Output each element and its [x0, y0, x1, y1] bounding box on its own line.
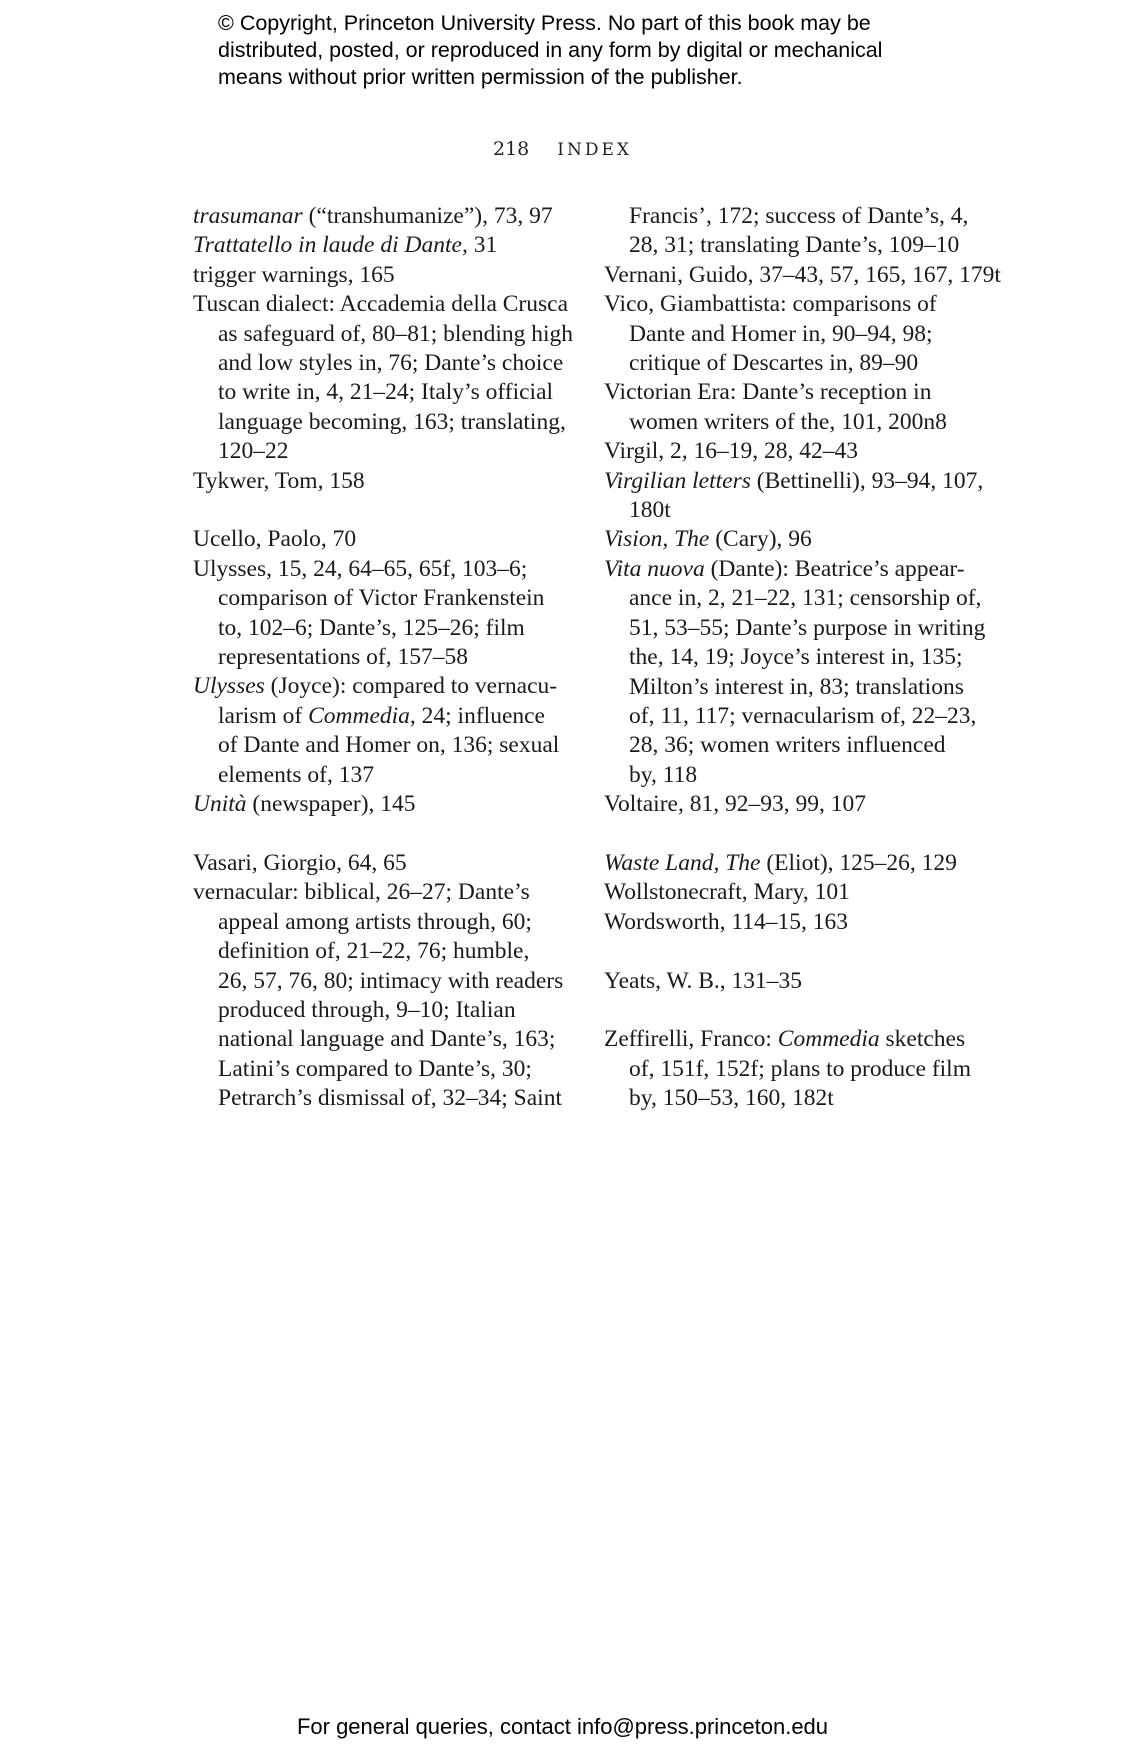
index-entry-text: Francis’, 172; success of Dante’s, 4, [629, 203, 969, 229]
index-entry-text: as safeguard of, 80–81; blending high [218, 320, 574, 347]
index-entry-continuation [604, 1084, 984, 1113]
index-entry-text: by, 118 [629, 761, 698, 788]
index-entry-continuation [604, 231, 984, 260]
index-entry-continuation [604, 614, 984, 643]
index-entry-text: 120–22 [218, 438, 289, 465]
index-entry [604, 967, 984, 996]
index-entry-text: 26, 57, 76, 80; intimacy with readers [218, 967, 564, 994]
index-entry [604, 290, 984, 319]
index-entry-title: Unità [193, 791, 247, 818]
index-entry-continuation [193, 967, 565, 996]
copyright-notice [218, 10, 978, 91]
index-entry-continuation [193, 702, 565, 731]
index-entry-continuation [193, 1084, 565, 1113]
index-entry-continuation [604, 643, 984, 672]
index-entry-text: 28, 31; translating Dante’s, 109–10 [629, 232, 960, 259]
index-entry-text: trigger warnings, 165 [193, 261, 395, 288]
index-entry-text: the, 14, 19; Joyce’s interest in, 135; [629, 644, 963, 671]
index-entry [193, 202, 565, 231]
index-entry-text: Ulysses, 15, 24, 64–65, 65f, 103–6; [193, 555, 528, 582]
index-entry-continuation [193, 584, 565, 613]
copyright-line: distributed, posted, or reproduced in any form by digital or mechanical [218, 38, 883, 62]
index-entry-text: to, 102–6; Dante’s, 125–26; film [218, 614, 525, 641]
index-entry [604, 525, 984, 554]
entry-gap [604, 996, 984, 1025]
index-entry-continuation [604, 320, 984, 349]
index-entry-continuation [193, 614, 565, 643]
index-entry-text: language becoming, 163; translating, [218, 408, 566, 435]
index-entry-continuation [604, 584, 984, 613]
index-entry-text: produced through, 9–10; Italian [218, 996, 516, 1023]
index-entry-title: Virgilian letters [604, 467, 751, 494]
index-entry-continuation [604, 349, 984, 378]
index-entry-continuation [604, 496, 984, 525]
index-entry-text: vernacular: biblical, 26–27; Dante’s [193, 879, 530, 906]
index-entry-text: Latini’s compared to Dante’s, 30; [218, 1055, 532, 1082]
running-head [0, 138, 1125, 160]
index-entry-continuation [193, 1025, 565, 1054]
index-entry [604, 1025, 984, 1054]
copyright-line: means without prior written permission of the publisher. [218, 65, 743, 89]
index-entry-text: of, 11, 117; vernacularism of, 22–23, [629, 702, 977, 729]
index-entry-text: by, 150–53, 160, 182t [629, 1085, 834, 1112]
index-entry-continuation [604, 761, 984, 790]
section-title: INDEX [557, 140, 632, 160]
index-entry-text: appeal among artists through, 60; [218, 908, 532, 935]
index-entry-text: sketches [879, 1026, 966, 1053]
index-entry-text: Victorian Era: Dante’s reception in [604, 379, 932, 406]
index-entry-text: definition of, 21–22, 76; humble, [218, 938, 530, 965]
entry-gap [193, 496, 565, 525]
index-entry-text: of Dante and Homer on, 136; sexual [218, 732, 560, 759]
index-entry-text: women writers of the, 101, 200n8 [629, 408, 947, 435]
index-entry-text: national language and Dante’s, 163; [218, 1026, 556, 1053]
index-entry-text: 24; influence [415, 702, 545, 729]
index-entry-continuation [193, 761, 565, 790]
index-entry-text: of, 151f, 152f; plans to produce film [629, 1055, 971, 1082]
index-entry [604, 261, 1001, 290]
index-entry-text: to write in, 4, 21–24; Italy’s official [218, 379, 554, 406]
index-entry-text: 180t [629, 497, 671, 524]
index-entry-text: elements of, 137 [218, 761, 374, 788]
index-entry-continuation [193, 1055, 565, 1084]
page-number: 218 [493, 138, 530, 160]
index-entry [193, 555, 565, 584]
index-entry [193, 878, 565, 907]
index-entry-title: Vision, The [604, 526, 710, 553]
index-entry-text: Zeffirelli, Franco: [604, 1026, 778, 1053]
index-entry-text: Wordsworth, 114–15, 163 [604, 908, 848, 935]
index-entry [193, 525, 565, 554]
index-entry [604, 555, 984, 584]
index-entry [193, 849, 565, 878]
index-column-left [193, 202, 574, 1114]
index-entry-text: and low styles in, 76; Dante’s choice [218, 350, 564, 377]
index-entry-continuation [193, 996, 565, 1025]
index-entry-text: Vernani, Guido, 37–43, 57, 165, 167, 179t [604, 261, 1001, 288]
index-entry-title: Ulysses [193, 673, 265, 700]
index-entry-text: Petrarch’s dismissal of, 32–34; Saint [218, 1085, 562, 1112]
index-entry-text: critique of Descartes in, 89–90 [629, 350, 919, 377]
index-entry-text: Yeats, W. B., 131–35 [604, 967, 803, 994]
index-entry-title: trasumanar [193, 203, 303, 229]
index-entry [193, 261, 565, 290]
index-entry [604, 790, 984, 819]
index-entry-text: Voltaire, 81, 92–93, 99, 107 [604, 791, 866, 818]
index-entry-text: Vasari, Giorgio, 64, 65 [193, 849, 407, 876]
index-entry-text: Milton’s interest in, 83; translations [629, 673, 964, 700]
index-entry-text: larism of [218, 702, 309, 729]
entry-gap [604, 820, 984, 849]
index-entry-continuation [193, 408, 565, 437]
index-entry-text: ance in, 2, 21–22, 131; censorship of, [629, 585, 982, 612]
copyright-line: © Copyright, Princeton University Press. No part of this book may be [218, 11, 871, 35]
index-entry [193, 290, 569, 319]
index-entry-continuation [604, 702, 984, 731]
index-entry-continuation [193, 349, 565, 378]
index-entry-text: (“transhumanize”), 73, 97 [302, 203, 553, 229]
index-entry-title: Commedia, [308, 702, 416, 729]
index-entry-continuation [193, 437, 565, 466]
index-entry-continuation [604, 731, 984, 760]
index-entry-title: Vita nuova [604, 555, 705, 582]
index-entry-continuation [193, 731, 565, 760]
index-entry-text: Virgil, 2, 16–19, 28, 42–43 [604, 438, 859, 465]
index-entry-title: Commedia [777, 1026, 880, 1053]
index-entry-text: 51, 53–55; Dante’s purpose in writing [629, 614, 986, 641]
index-entry-continuation [193, 937, 565, 966]
index-entry-continuation [193, 320, 574, 349]
index-entry [604, 849, 984, 878]
index-entry-text: Tuscan dialect: Accademia della Crusca [193, 291, 569, 318]
index-entry-text: representations of, 157–58 [218, 644, 468, 671]
index-entry-title: Waste Land, The [604, 849, 761, 876]
index-entry-text: comparison of Victor Frankenstein [218, 585, 545, 612]
index-entry-continuation [604, 202, 984, 231]
index-entry-text: Vico, Giambattista: comparisons of [604, 291, 937, 318]
index-entry-continuation [604, 1055, 984, 1084]
index-entry [604, 908, 984, 937]
index-entry-continuation [193, 378, 565, 407]
index-entry-text: Tykwer, Tom, 158 [193, 467, 365, 494]
index-entry [604, 878, 984, 907]
index-entry [193, 790, 565, 819]
index-entry-text: Dante and Homer in, 90–94, 98; [629, 320, 933, 347]
index-entry-text: (Eliot), 125–26, 129 [760, 849, 957, 876]
index-entry-text: (Dante): Beatrice’s appear- [704, 555, 965, 582]
index-entry-text: (Cary), 96 [709, 526, 812, 553]
index-entry [193, 467, 565, 496]
index-entry-text: 28, 36; women writers influenced [629, 732, 946, 759]
footer-contact: For general queries, contact info@press.princeton.edu [296, 1714, 829, 1739]
index-entry-continuation [193, 908, 565, 937]
index-entry [193, 672, 565, 701]
index-entry [193, 231, 565, 260]
entry-gap [604, 937, 984, 966]
entry-gap [193, 820, 565, 849]
index-entry-text: (Bettinelli), 93–94, 107, [750, 467, 984, 494]
index-entry [604, 437, 984, 466]
index-entry-continuation [193, 643, 565, 672]
index-entry-text: Wollstonecraft, Mary, 101 [604, 879, 850, 906]
index-entry-text: (Joyce): compared to vernacu- [264, 673, 558, 700]
index-entry [604, 378, 984, 407]
index-entry [604, 467, 984, 496]
index-entry-text: Ucello, Paolo, 70 [193, 526, 357, 553]
index-entry-continuation [604, 408, 984, 437]
index-entry-text: 31 [467, 232, 498, 259]
index-entry-continuation [604, 673, 984, 702]
index-column-right [604, 202, 1001, 1114]
index-entry-text: (newspaper), 145 [246, 791, 416, 818]
index-entry-title: Trattatello in laude di Dante, [193, 232, 468, 259]
